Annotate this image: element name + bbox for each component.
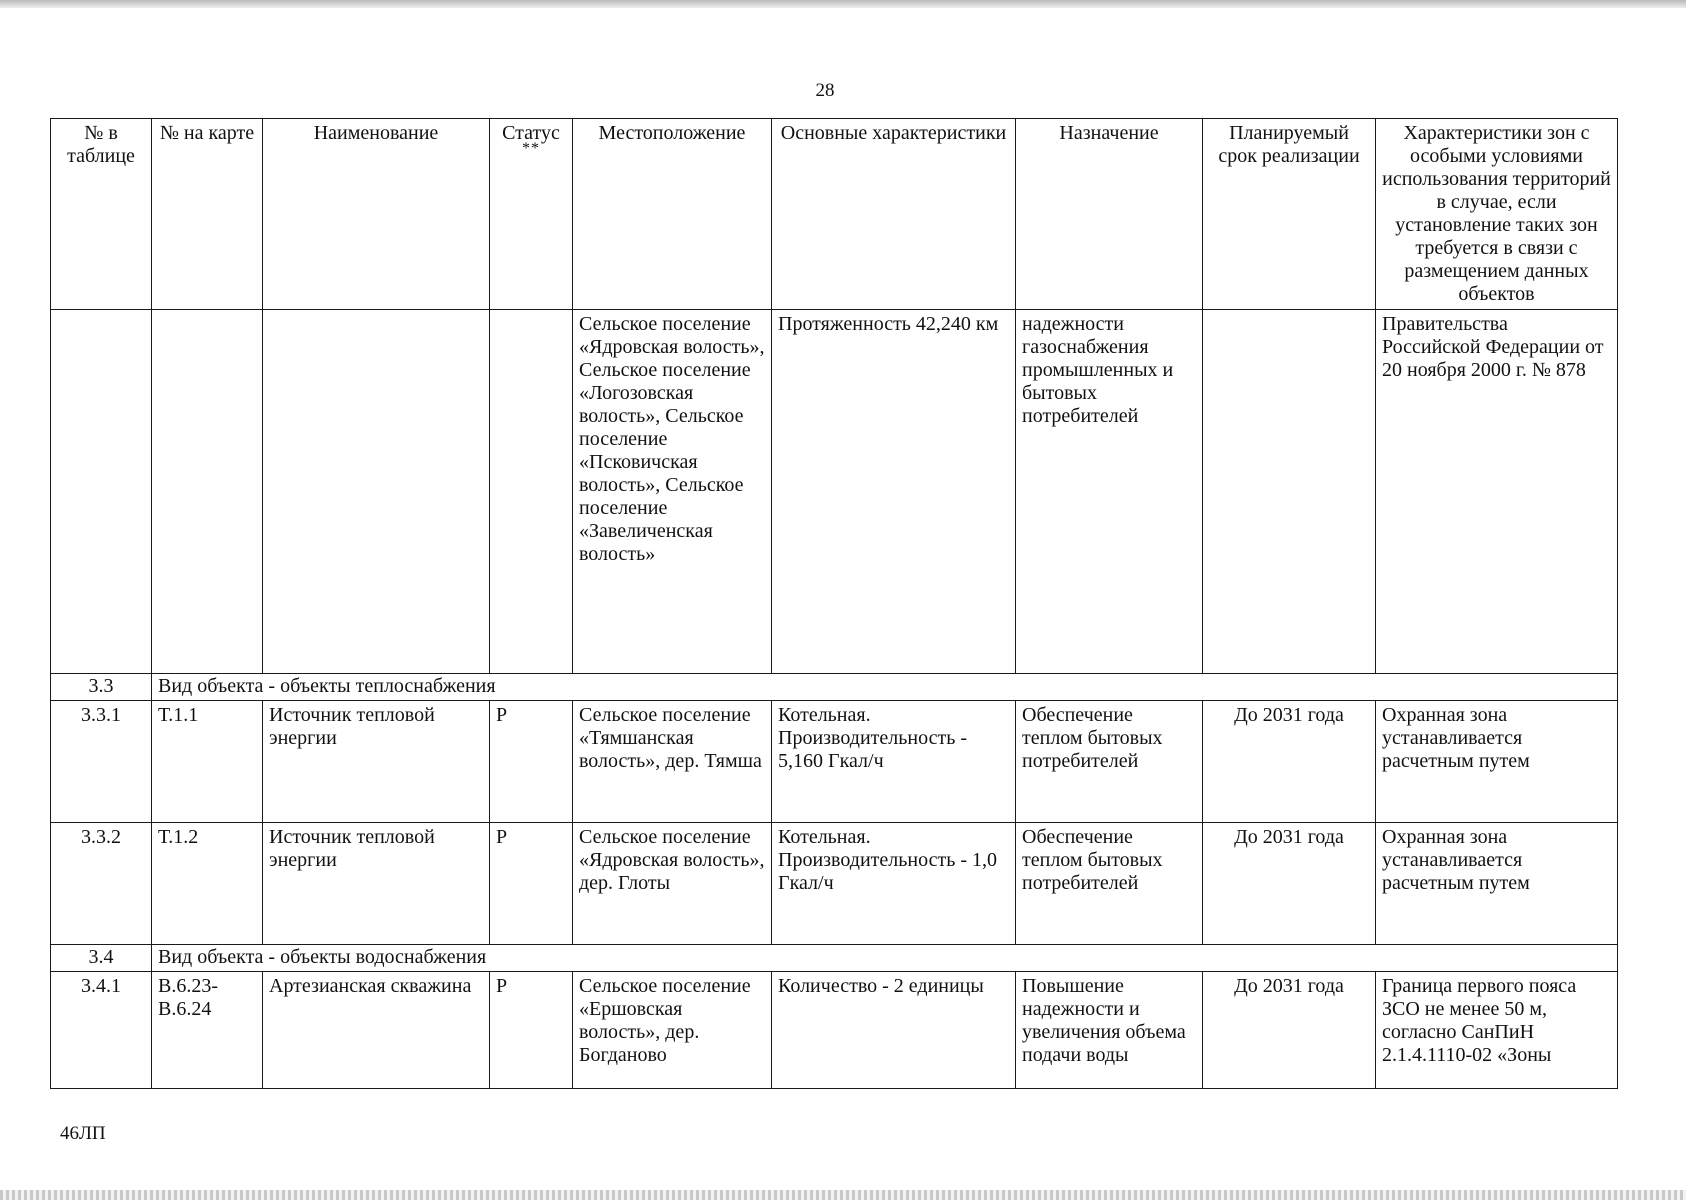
cell-purpose: Обеспечение теплом бытовых потребителей	[1016, 701, 1203, 823]
table-row	[51, 823, 1618, 945]
section-number: 3.4	[51, 945, 152, 972]
header-location: Местоположение	[573, 119, 772, 310]
cell-table-no: 3.4.1	[51, 972, 152, 1089]
cell-purpose: надежности газоснабжения промышленных и бытовых потребителей	[1016, 310, 1203, 674]
cell-status: Р	[490, 823, 573, 945]
cell-table-no: 3.3.1	[51, 701, 152, 823]
header-status-mark: **	[522, 140, 540, 157]
header-name: Наименование	[263, 119, 490, 310]
cell-location: Сельское поселение «Ершовская волость», дер. Богданово	[573, 972, 772, 1089]
cell-term: До 2031 года	[1203, 823, 1376, 945]
cell-table-no	[51, 310, 152, 674]
scan-edge-top	[0, 0, 1686, 8]
cell-location: Сельское поселение «Ядровская волость», дер. Глоты	[573, 823, 772, 945]
cell-map-no: В.6.23-В.6.24	[152, 972, 263, 1089]
header-table-no: № в таблице	[51, 119, 152, 310]
table-header-row	[51, 119, 1618, 310]
section-title: Вид объекта - объекты водоснабжения	[152, 945, 1618, 972]
objects-table	[50, 118, 1618, 1089]
scan-edge-bottom	[0, 1190, 1686, 1200]
cell-zones: Охранная зона устанавливается расчетным путем	[1376, 823, 1618, 945]
section-row-water-supply	[51, 945, 1618, 972]
cell-status	[490, 310, 573, 674]
table-row	[51, 701, 1618, 823]
header-status-text: Статус	[502, 122, 560, 144]
header-status-label	[502, 122, 560, 157]
header-term: Планируемый срок реализации	[1203, 119, 1376, 310]
cell-purpose: Обеспечение теплом бытовых потребителей	[1016, 823, 1203, 945]
cell-name: Источник тепловой энергии	[263, 701, 490, 823]
cell-map-no: Т.1.2	[152, 823, 263, 945]
cell-term	[1203, 310, 1376, 674]
cell-location: Сельское поселение «Тямшанская волость», дер. Тямша	[573, 701, 772, 823]
header-purpose: Назначение	[1016, 119, 1203, 310]
cell-characteristics: Количество - 2 единицы	[772, 972, 1016, 1089]
cell-characteristics: Котельная. Производительность - 5,160 Гкал/ч	[772, 701, 1016, 823]
cell-name: Источник тепловой энергии	[263, 823, 490, 945]
cell-status: Р	[490, 972, 573, 1089]
table-row	[51, 972, 1618, 1089]
cell-table-no: 3.3.2	[51, 823, 152, 945]
cell-zones: Граница первого пояса ЗСО не менее 50 м, согласно СанПиН 2.1.4.1110-02 «Зоны	[1376, 972, 1618, 1089]
cell-status: Р	[490, 701, 573, 823]
section-row-heat-supply	[51, 674, 1618, 701]
cell-term: До 2031 года	[1203, 701, 1376, 823]
document-code: 46ЛП	[60, 1123, 106, 1144]
cell-location: Сельское поселение «Ядровская волость», Сельское поселение «Логозовская волость», Сельское поселение «Псковичская волость», Сельское поселение «Завеличенская волость»	[573, 310, 772, 674]
cell-term: До 2031 года	[1203, 972, 1376, 1089]
section-title: Вид объекта - объекты теплоснабжения	[152, 674, 1618, 701]
header-characteristics: Основные характеристики	[772, 119, 1016, 310]
cell-map-no	[152, 310, 263, 674]
cell-map-no: Т.1.1	[152, 701, 263, 823]
header-map-no: № на карте	[152, 119, 263, 310]
header-zones: Характеристики зон с особыми условиями использования территорий в случае, если установление таких зон требуется в связи с размещением данных объектов	[1376, 119, 1618, 310]
cell-purpose: Повышение надежности и увеличения объема подачи воды	[1016, 972, 1203, 1089]
table-row-continuation	[51, 310, 1618, 674]
cell-zones: Охранная зона устанавливается расчетным путем	[1376, 701, 1618, 823]
header-status	[490, 119, 573, 310]
cell-name	[263, 310, 490, 674]
page-number: 28	[815, 80, 835, 101]
cell-zones: Правительства Российской Федерации от 20 ноября 2000 г. № 878	[1376, 310, 1618, 674]
cell-characteristics: Котельная. Производительность - 1,0 Гкал/ч	[772, 823, 1016, 945]
section-number: 3.3	[51, 674, 152, 701]
cell-characteristics: Протяженность 42,240 км	[772, 310, 1016, 674]
cell-name: Артезианская скважина	[263, 972, 490, 1089]
